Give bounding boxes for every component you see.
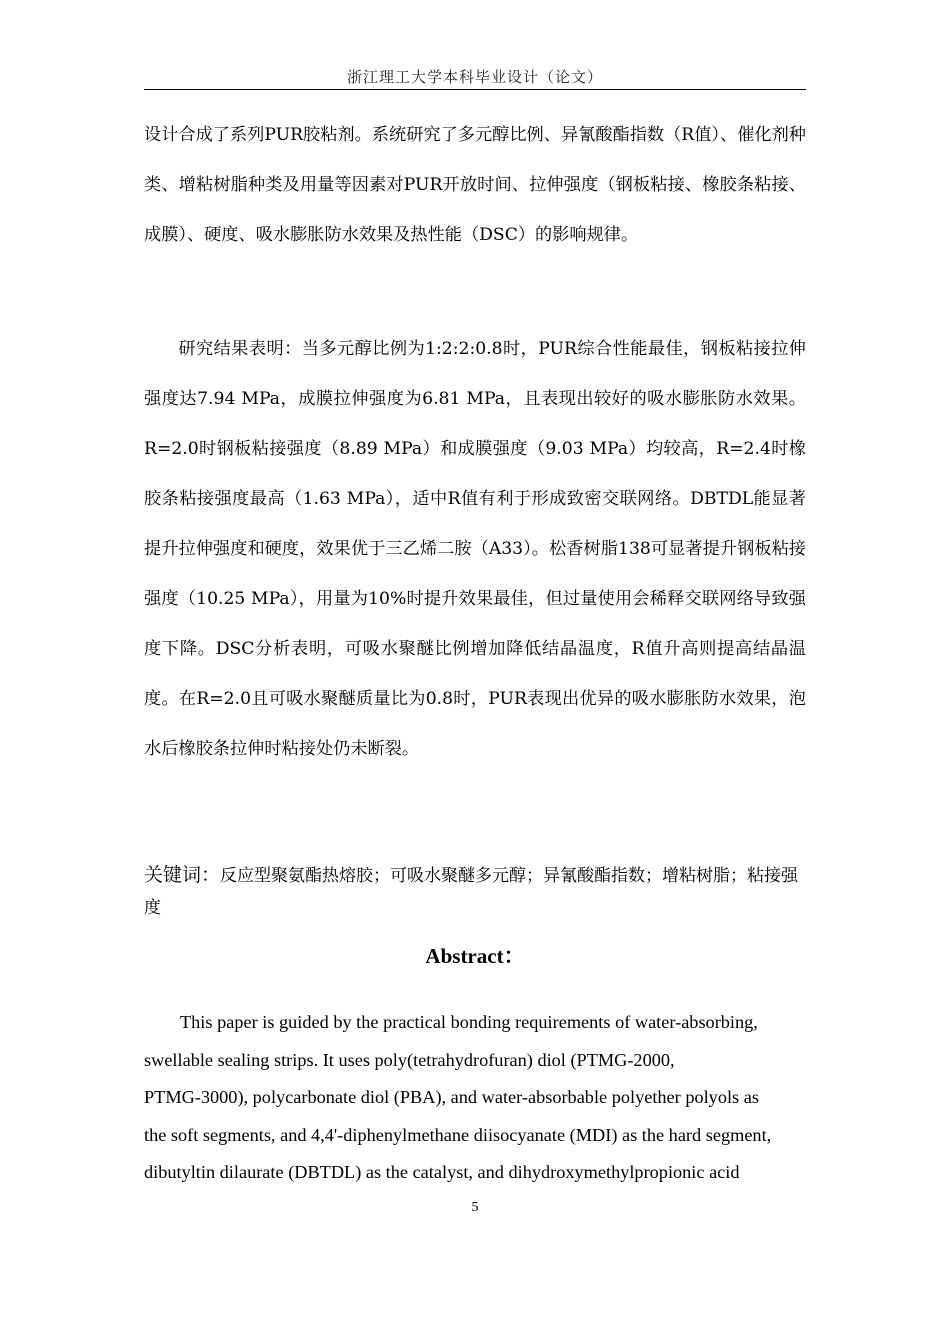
abstract-title: Abstract： <box>425 944 525 968</box>
abstract-line: the soft segments, and 4,4'-diphenylmethane diisocyanate (MDI) as the hard segment, <box>144 1124 772 1145</box>
keywords <box>144 859 806 924</box>
abstract-line: swellable sealing strips. It uses poly(tetrahydrofuran) diol (PTMG-2000, <box>144 1049 675 1070</box>
abstract-line: This paper is guided by the practical bonding requirements of water-absorbing, <box>180 1012 758 1032</box>
keywords-text: 反应型聚氨酯热熔胶；可吸水聚醚多元醇；异氰酸酯指数；增粘树脂；粘接强度 <box>144 866 799 918</box>
page-header: 浙江理工大学本科毕业设计（论文） <box>346 68 603 86</box>
header-rule <box>144 89 806 90</box>
english-abstract <box>144 1004 806 1192</box>
chinese-abstract-paragraph-2: 研究结果表明：当多元醇比例为1:2:2:0.8时，PUR综合性能最佳，钢板粘接拉伸强度达7.94 MPa，成膜拉伸强度为6.81 MPa，且表现出较好的吸水膨胀防水效果。R=2.0时钢板粘接强度（8.89 MPa）和成膜强度（9.03 MPa）均较高，R=2.4时橡胶条粘接强度最高（1.63 MPa），适中R值有利于形成致密交联网络。DBTDL能显著提升拉伸强度和硬度，效果优于三乙烯二胺（A33）。松香树脂138可显著提升钢板粘接强度（10.25 MPa），用量为10%时提升效果最佳，但过量使用会稀释交联网络导致强度下降。DSC分析表明，可吸水聚醚比例增加降低结晶温度，R值升高则提高结晶温度。在R=2.0且可吸水聚醚质量比为0.8时，PUR表现出优异的吸水膨胀防水效果，泡水后橡胶条拉伸时粘接处仍未断裂。 <box>144 339 806 759</box>
abstract-line: PTMG-3000), polycarbonate diol (PBA), and water-absorbable polyether polyols as <box>144 1087 759 1107</box>
keywords-label: 关键词： <box>144 864 221 886</box>
abstract-line: dibutyltin dilaurate (DBTDL) as the catalyst, and dihydroxymethylpropionic acid <box>144 1162 740 1182</box>
page-number: 5 <box>471 1200 479 1215</box>
chinese-abstract-paragraph-1: 设计合成了系列PUR胶粘剂。系统研究了多元醇比例、异氰酸酯指数（R值）、催化剂种类、增粘树脂种类及用量等因素对PUR开放时间、拉伸强度（钢板粘接、橡胶条粘接、成膜）、硬度、吸水膨胀防水效果及热性能（DSC）的影响规律。 <box>144 125 806 245</box>
